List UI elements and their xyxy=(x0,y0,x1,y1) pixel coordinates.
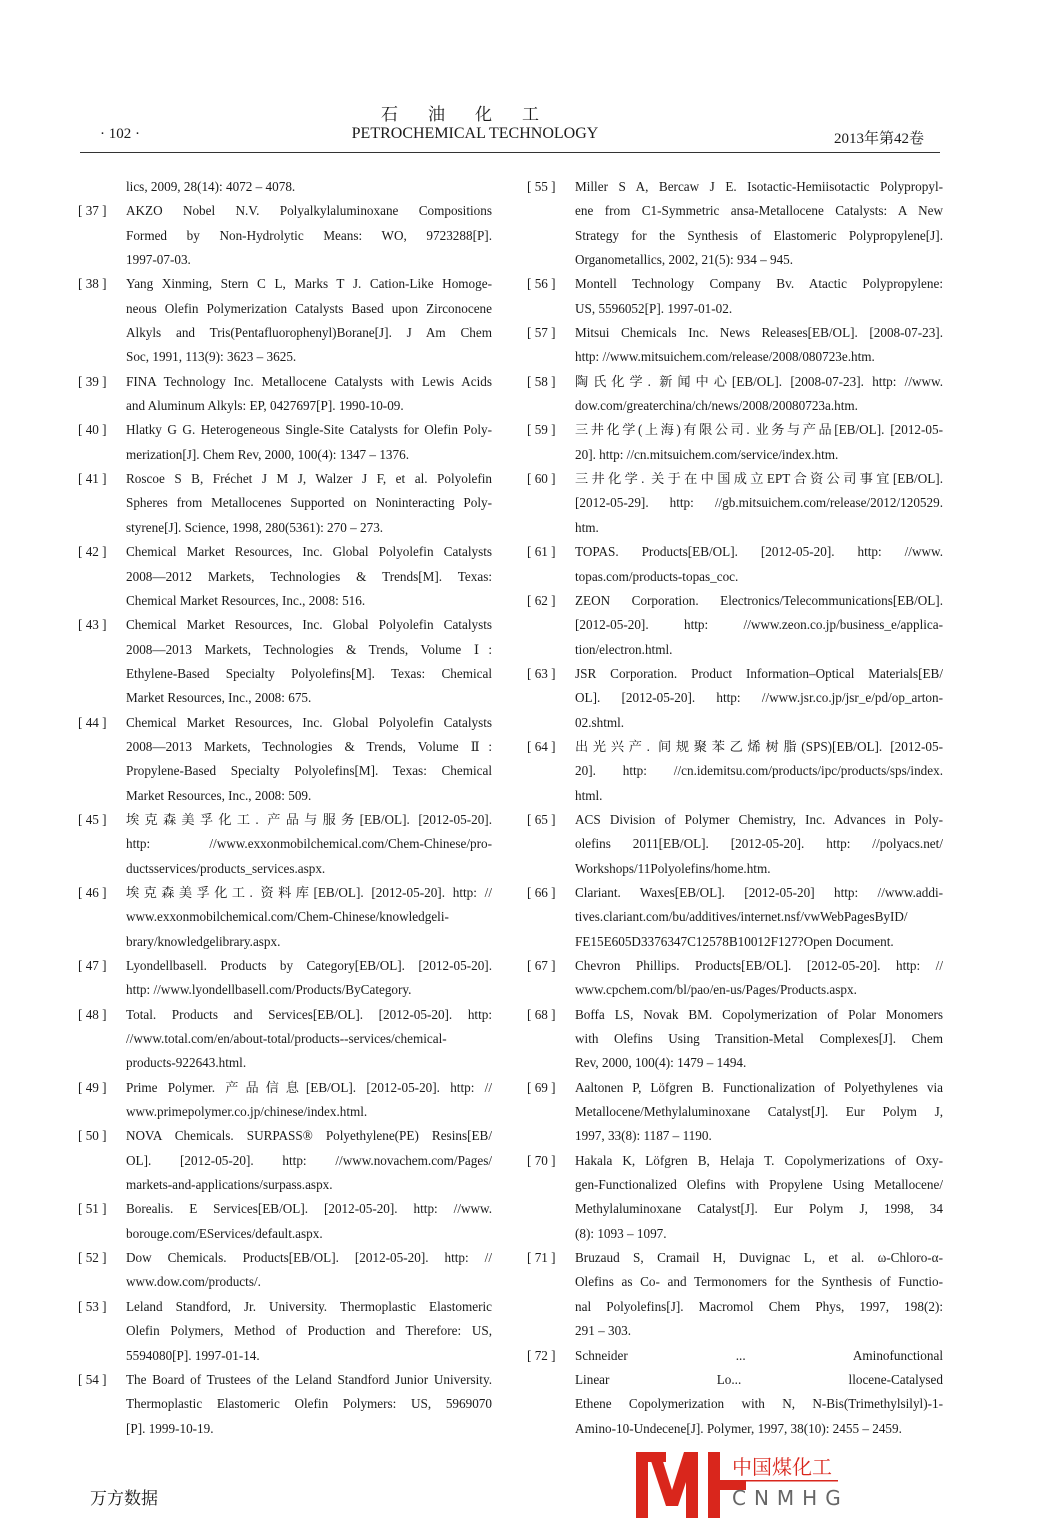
reference-line: (8): 1093 – 1097. xyxy=(575,1225,667,1241)
reference-line: 三井化学. 关于在中国成立EPT合资公司事宜[EB/OL]. xyxy=(575,471,943,487)
reference-number: [ 45 ] xyxy=(78,811,107,827)
reference-line: products-922643.html. xyxy=(126,1055,247,1071)
reference-line: Boffa LS, Novak BM. Copolymerization of Polar Monomers xyxy=(575,1006,943,1022)
reference-number: [ 65 ] xyxy=(527,811,556,827)
reference-number: [ 51 ] xyxy=(78,1201,107,1217)
reference-line: Propylene-Based Specialty Polyolefins[M]. Texas: Chemical xyxy=(126,763,492,779)
reference-line: borouge.com/EServices/default.aspx. xyxy=(126,1225,323,1241)
reference-line: Metallocene/Methylaluminoxane Catalyst[J]. Eur Polym J, xyxy=(575,1104,943,1120)
reference-line: 埃克森美孚化工. 资料库[EB/OL]. [2012-05-20]. http: // xyxy=(126,884,492,900)
reference-number: [ 68 ] xyxy=(527,1006,556,1022)
reference-line: Dow Chemicals. Products[EB/OL]. [2012-05-20]. http: // xyxy=(126,1250,492,1266)
reference-number: [ 62 ] xyxy=(527,592,556,608)
reference-line: Schneider ... Aminofunctional xyxy=(575,1347,943,1363)
reference-item xyxy=(527,881,943,954)
reference-line: 1997, 33(8): 1187 – 1190. xyxy=(575,1128,712,1144)
reference-line: 2008—2012 Markets, Technologies & Trends[M]. Texas: xyxy=(126,568,492,584)
reference-number: [ 47 ] xyxy=(78,958,107,973)
reference-number: [ 55 ] xyxy=(527,179,556,194)
journal-title-en: PETROCHEMICAL TECHNOLOGY xyxy=(351,125,599,142)
reference-line: JSR Corporation. Product Information–Optical Materials[EB/ xyxy=(575,665,943,681)
reference-line: Bruzaud S, Cramail H, Duvignac L, et al. ω-Chloro-α- xyxy=(575,1250,943,1266)
reference-line: Methylaluminoxane Catalyst[J]. Eur Polym J, 1998, 34 xyxy=(575,1201,943,1217)
reference-item xyxy=(78,954,492,1003)
journal-title-cn: 石油化工 xyxy=(381,105,569,124)
reference-item xyxy=(78,1076,492,1125)
reference-number: [ 60 ] xyxy=(527,471,556,487)
reference-item xyxy=(78,1246,492,1295)
references-right-column xyxy=(527,175,943,1441)
reference-number: [ 56 ] xyxy=(527,276,556,292)
reference-item xyxy=(78,370,492,419)
reference-item xyxy=(78,272,492,369)
header-rule xyxy=(80,152,940,153)
reference-line: NOVA Chemicals. SURPASS® Polyethylene(PE) Resins[EB/ xyxy=(126,1128,492,1144)
reference-line: ductsservices/products_services.aspx. xyxy=(126,860,326,876)
reference-line: topas.com/products-topas_coc. xyxy=(575,568,739,584)
reference-line: Amino-10-Undecene[J]. Polymer, 1997, 38(10): 2455 – 2459. xyxy=(575,1420,902,1436)
reference-line: ZEON Corporation. Electronics/Telecommunications[EB/OL]. xyxy=(575,592,943,608)
reference-line: ene from C1-Symmetric ansa-Metallocene Catalysts: A New xyxy=(575,203,943,219)
reference-line: 291 – 303. xyxy=(575,1323,632,1339)
reference-line: Olefin Polymers, Method of Production and Therefore: US, xyxy=(126,1323,492,1339)
reference-line: htm. xyxy=(575,519,599,535)
reference-line: Total. Products and Services[EB/OL]. [2012-05-20]. http: xyxy=(126,1006,492,1022)
reference-item xyxy=(78,199,492,272)
reference-line: Chemical Market Resources, Inc. Global Polyolefin Catalysts xyxy=(126,617,492,633)
reference-line: OL]. [2012-05-20]. http: //www.jsr.co.jp/jsr_e/pd/op_arton- xyxy=(575,690,943,706)
reference-item xyxy=(527,1003,943,1076)
reference-line: gen-Functionalized Olefins with Propylene Using Metallocene/ xyxy=(575,1177,943,1193)
reference-line: Chemical Market Resources, Inc. Global Polyolefin Catalysts xyxy=(126,714,492,730)
reference-item xyxy=(527,1149,943,1246)
reference-number: [ 70 ] xyxy=(527,1152,556,1168)
reference-line: Aaltonen P, Löfgren B. Functionalization of Polyethylenes via xyxy=(575,1079,943,1095)
reference-line: Leland Standford, Jr. University. Thermoplastic Elastomeric xyxy=(126,1298,492,1314)
reference-line: Borealis. E Services[EB/OL]. [2012-05-20]. http: //www. xyxy=(126,1201,492,1217)
svg-text:中国煤化工: 中国煤化工 xyxy=(732,1455,832,1479)
reference-line: Ethene Copolymerization with N, N-Bis(Trimethylsilyl)-1- xyxy=(575,1396,943,1412)
reference-item xyxy=(78,613,492,710)
reference-line: 1997-07-03. xyxy=(126,252,191,268)
reference-item xyxy=(78,1368,492,1441)
reference-line: Miller S A, Bercaw J E. Isotactic-Hemiisotactic Polypropyl- xyxy=(575,179,943,194)
reference-line: dow.com/greaterchina/ch/news/2008/20080723a.htm. xyxy=(575,398,858,414)
reference-line: 2008—2013 Markets, Technologies & Trends, Volume Ⅱ: xyxy=(126,738,492,754)
reference-line: Market Resources, Inc., 2008: 675. xyxy=(126,690,312,706)
reference-line: and Aluminum Alkyls: EP, 0427697[P]. 1990-10-09. xyxy=(126,398,404,414)
reference-item xyxy=(527,662,943,735)
reference-number: [ 50 ] xyxy=(78,1128,107,1144)
reference-line: www.cpchem.com/bl/pao/en-us/Pages/Products.aspx. xyxy=(575,982,857,998)
reference-number: [ 57 ] xyxy=(527,325,556,341)
reference-line: Organometallics, 2002, 21(5): 934 – 945. xyxy=(575,252,794,268)
reference-item xyxy=(78,418,492,467)
reference-item xyxy=(78,1197,492,1246)
references-left-column xyxy=(78,175,492,1441)
reference-line: Soc, 1991, 113(9): 3623 – 3625. xyxy=(126,349,297,365)
reference-number: [ 64 ] xyxy=(527,738,556,754)
reference-number: [ 53 ] xyxy=(78,1298,107,1314)
reference-line: TOPAS. Products[EB/OL]. [2012-05-20]. http: //www. xyxy=(575,544,943,560)
reference-line: styrene[J]. Science, 1998, 280(5361): 270 – 273. xyxy=(126,519,384,535)
reference-line: [2012-05-29]. http: //gb.mitsuichem.com/release/2012/120529. xyxy=(575,495,943,511)
reference-line: Mitsui Chemicals Inc. News Releases[EB/OL]. [2008-07-23]. xyxy=(575,325,943,341)
reference-number: [ 61 ] xyxy=(527,544,556,560)
reference-line: 2008—2013 Markets, Technologies & Trends, Volume Ⅰ: xyxy=(126,641,492,657)
page-number: · 102 · xyxy=(100,126,140,142)
reference-line: Alkyls and Tris(Pentafluorophenyl)Borane[J]. J Am Chem xyxy=(126,325,492,341)
reference-line: Chevron Phillips. Products[EB/OL]. [2012-05-20]. http: // xyxy=(575,958,943,973)
reference-item xyxy=(527,1076,943,1149)
footer-source: 万方数据 xyxy=(90,1489,158,1509)
reference-number: [ 41 ] xyxy=(78,471,107,487)
reference-line: merization[J]. Chem Rev, 2000, 100(4): 1347 – 1376. xyxy=(126,446,409,462)
reference-item xyxy=(78,175,492,199)
reference-number: [ 72 ] xyxy=(527,1347,556,1363)
reference-number: [ 71 ] xyxy=(527,1250,556,1266)
reference-number: [ 44 ] xyxy=(78,714,107,730)
reference-line: Market Resources, Inc., 2008: 509. xyxy=(126,787,312,803)
reference-item xyxy=(78,711,492,808)
reference-line: ACS Division of Polymer Chemistry, Inc. Advances in Poly- xyxy=(575,811,943,827)
reference-line: Prime Polymer. 产品信息[EB/OL]. [2012-05-20]. http: // xyxy=(126,1079,492,1095)
reference-line: Rev, 2000, 100(4): 1479 – 1494. xyxy=(575,1055,747,1071)
reference-item xyxy=(78,540,492,613)
reference-line: Montell Technology Company Bv. Atactic Polypropylene: xyxy=(575,276,943,292)
reference-item xyxy=(527,467,943,540)
reference-line: http: //www.mitsuichem.com/release/2008/080723e.htm. xyxy=(575,349,875,365)
reference-line: AKZO Nobel N.V. Polyalkylaluminoxane Compositions xyxy=(126,203,492,219)
reference-line: Hlatky G G. Heterogeneous Single-Site Catalysts for Olefin Poly- xyxy=(126,422,492,438)
reference-line: [2012-05-20]. http: //www.zeon.co.jp/business_e/applica- xyxy=(575,617,943,633)
reference-line: http: //www.lyondellbasell.com/Products/ByCategory. xyxy=(126,982,412,998)
reference-line: Strategy for the Synthesis of Elastomeric Polypropylene[J]. xyxy=(575,227,943,243)
reference-line: www.primepolymer.co.jp/chinese/index.html. xyxy=(126,1104,368,1120)
reference-line: 陶氏化学. 新闻中心[EB/OL]. [2008-07-23]. http: //www. xyxy=(575,373,943,389)
reference-line: 20]. http: //cn.mitsuichem.com/service/index.htm. xyxy=(575,446,839,462)
reference-line: www.dow.com/products/. xyxy=(126,1274,261,1290)
svg-text:CNMHG: CNMHG xyxy=(732,1486,849,1510)
reference-line: tives.clariant.com/bu/additives/internet.nsf/vwWebPagesByID/ xyxy=(575,909,908,925)
reference-item xyxy=(78,881,492,954)
reference-line: [P]. 1999-10-19. xyxy=(126,1420,214,1436)
reference-line: 02.shtml. xyxy=(575,714,625,730)
reference-number: [ 58 ] xyxy=(527,373,556,389)
reference-item xyxy=(527,175,943,272)
reference-line: Roscoe S B, Fréchet J M J, Walzer J F, et al. Polyolefin xyxy=(126,471,492,487)
reference-item xyxy=(78,1124,492,1197)
reference-item xyxy=(527,272,943,321)
reference-line: brary/knowledgelibrary.aspx. xyxy=(126,933,281,949)
reference-line: The Board of Trustees of the Leland Standford Junior University. xyxy=(126,1371,492,1387)
reference-line: Spheres from Metallocenes Supported on Noninteracting Poly- xyxy=(126,495,492,511)
reference-item xyxy=(78,808,492,881)
reference-item xyxy=(527,808,943,881)
reference-line: 20]. http: //cn.idemitsu.com/products/ipc/products/sps/index. xyxy=(575,763,943,779)
reference-line: tion/electron.html. xyxy=(575,641,673,657)
reference-item xyxy=(527,540,943,589)
reference-line: 埃克森美孚化工. 产品与服务[EB/OL]. [2012-05-20]. xyxy=(126,811,492,827)
reference-item xyxy=(527,418,943,467)
reference-number: [ 59 ] xyxy=(527,422,556,438)
reference-item xyxy=(78,1295,492,1368)
reference-item xyxy=(78,467,492,540)
reference-item xyxy=(527,589,943,662)
volume-label: 2013年第42卷 xyxy=(833,131,924,147)
reference-line: http: //www.exxonmobilchemical.com/Chem-Chinese/pro- xyxy=(126,836,492,852)
reference-line: 三井化学(上海)有限公司. 业务与产品[EB/OL]. [2012-05- xyxy=(575,422,943,438)
reference-line: www.exxonmobilchemical.com/Chem-Chinese/knowledgeli- xyxy=(126,909,449,925)
reference-line: html. xyxy=(575,787,603,803)
reference-line: Workshops/11Polyolefins/home.htm. xyxy=(575,860,771,876)
reference-line: OL]. [2012-05-20]. http: //www.novachem.com/Pages/ xyxy=(126,1152,492,1168)
reference-line: neous Olefin Polymerization Catalysts Based upon Zirconocene xyxy=(126,300,492,316)
reference-line: Yang Xinming, Stern C L, Marks T J. Cation-Like Homoge- xyxy=(126,276,492,292)
reference-number: [ 37 ] xyxy=(78,203,107,219)
reference-line: FE15E605D3376347C12578B10012F127?Open Document. xyxy=(575,933,894,949)
reference-line: markets-and-applications/surpass.aspx. xyxy=(126,1177,333,1193)
reference-number: [ 46 ] xyxy=(78,884,107,900)
reference-line: US, 5596052[P]. 1997-01-02. xyxy=(575,300,733,316)
reference-line: Hakala K, Löfgren B, Helaja T. Copolymerizations of Oxy- xyxy=(575,1152,943,1168)
reference-number: [ 54 ] xyxy=(78,1371,107,1387)
reference-item xyxy=(527,1344,943,1441)
reference-line: FINA Technology Inc. Metallocene Catalysts with Lewis Acids xyxy=(126,373,492,389)
reference-line: olefins 2011[EB/OL]. [2012-05-20]. http: //polyacs.net/ xyxy=(575,836,943,852)
reference-line: Linear Lo... llocene-Catalysed xyxy=(575,1371,943,1387)
reference-line: Chemical Market Resources, Inc., 2008: 516. xyxy=(126,592,366,608)
reference-line: with Olefins Using Transition-Metal Complexes[J]. Chem xyxy=(575,1031,943,1047)
reference-item xyxy=(527,735,943,808)
reference-number: [ 42 ] xyxy=(78,544,107,560)
reference-line: Thermoplastic Elastomeric Olefin Polymers: US, 5969070 xyxy=(126,1396,492,1412)
reference-line: Chemical Market Resources, Inc. Global Polyolefin Catalysts xyxy=(126,544,492,560)
reference-number: [ 43 ] xyxy=(78,617,107,633)
reference-line: Formed by Non-Hydrolytic Means: WO, 9723288[P]. xyxy=(126,227,492,243)
reference-line: lics, 2009, 28(14): 4072 – 4078. xyxy=(126,179,296,194)
reference-item xyxy=(78,1003,492,1076)
reference-line: nal Polyolefins[J]. Macromol Chem Phys, 1997, 198(2): xyxy=(575,1298,943,1314)
reference-number: [ 66 ] xyxy=(527,884,556,900)
reference-number: [ 49 ] xyxy=(78,1079,107,1095)
reference-number: [ 39 ] xyxy=(78,373,107,389)
reference-line: 出光兴产. 间规聚苯乙烯树脂(SPS)[EB/OL]. [2012-05- xyxy=(575,738,943,754)
reference-line: 5594080[P]. 1997-01-14. xyxy=(126,1347,260,1363)
reference-line: //www.total.com/en/about-total/products--services/chemical- xyxy=(126,1031,447,1047)
reference-number: [ 40 ] xyxy=(78,422,107,438)
reference-number: [ 63 ] xyxy=(527,665,556,681)
reference-item xyxy=(527,1246,943,1343)
reference-line: Ethylene-Based Specialty Polyolefins[M]. Texas: Chemical xyxy=(126,665,492,681)
reference-number: [ 38 ] xyxy=(78,276,107,292)
reference-number: [ 52 ] xyxy=(78,1250,107,1266)
reference-item xyxy=(527,321,943,370)
watermark-logo xyxy=(636,1450,851,1520)
reference-item xyxy=(527,954,943,1003)
reference-line: Olefins as Co- and Termonomers for the Synthesis of Functio- xyxy=(575,1274,943,1290)
reference-line: Lyondellbasell. Products by Category[EB/OL]. [2012-05-20]. xyxy=(126,958,492,973)
reference-number: [ 48 ] xyxy=(78,1006,107,1022)
reference-number: [ 67 ] xyxy=(527,958,556,973)
reference-line: Clariant. Waxes[EB/OL]. [2012-05-20] http: //www.addi- xyxy=(575,884,943,900)
reference-item xyxy=(527,370,943,419)
reference-number: [ 69 ] xyxy=(527,1079,556,1095)
